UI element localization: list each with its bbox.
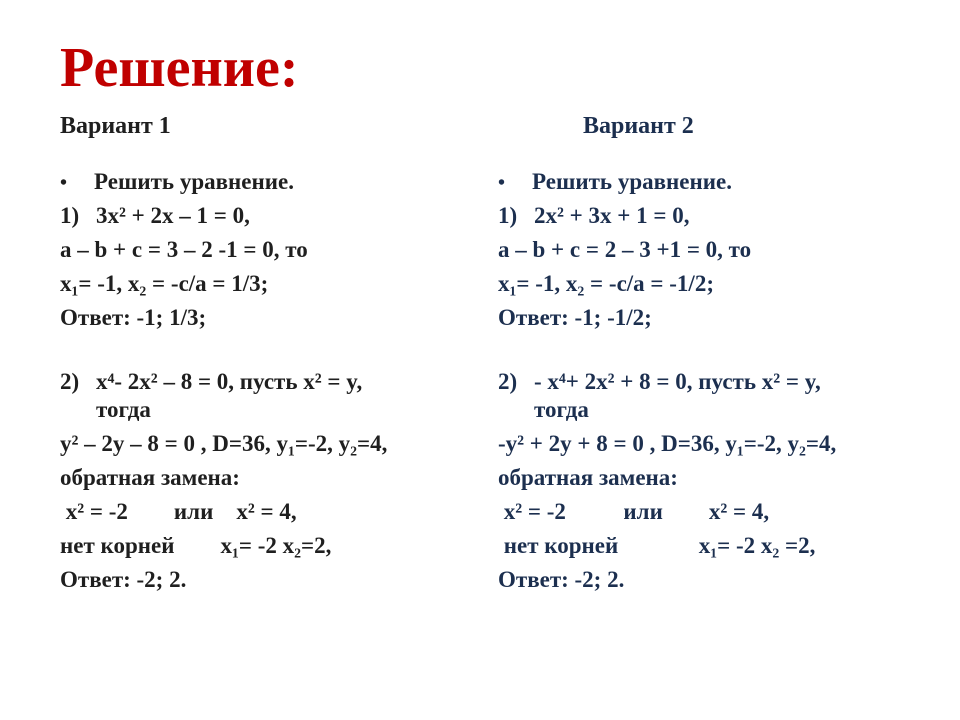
problem-2-equation-text: - x⁴+ 2x² + 8 = 0, пусть x² = y, [534, 369, 821, 394]
problem-1-equation-text: 3x² + 2x – 1 = 0, [96, 203, 250, 228]
problem-2-roots: нет корней x₁= -2 x₂=2, [60, 533, 332, 558]
problem-1-roots: x₁= -1, x₂ = -c/a = -1/2; [498, 271, 714, 296]
problem-1-check: a – b + c = 2 – 3 +1 = 0, то [498, 237, 752, 262]
problem-2-number: 2) [60, 369, 80, 394]
problem-2-back-substitution: обратная замена: [60, 465, 240, 490]
task-text: Решить уравнение. [532, 169, 732, 194]
problem-1-equation [498, 202, 938, 236]
problem-2-equation-text: x⁴- 2x² – 8 = 0, пусть x² = y, [96, 369, 363, 394]
problem-2-number: 2) [498, 369, 518, 394]
bullet-icon: • [498, 172, 506, 194]
problem-1-answer: Ответ: -1; 1/3; [60, 305, 207, 330]
problem-1-equation [60, 202, 480, 236]
problem-2-back-substitution: обратная замена: [498, 465, 678, 490]
variant-2-heading: Вариант 2 [583, 113, 694, 139]
variant-2-solution [498, 168, 938, 600]
task-line [60, 168, 480, 202]
problem-1-number: 1) [498, 203, 518, 228]
problem-2-continuation: тогда [96, 397, 151, 422]
problem-1-answer: Ответ: -1; -1/2; [498, 305, 652, 330]
bullet-icon: • [60, 172, 68, 194]
problem-2-substitution: y² – 2y – 8 = 0 , D=36, y₁=-2, y₂=4, [60, 431, 388, 456]
variant-1-solution [60, 168, 480, 600]
task-line [498, 168, 938, 202]
problem-2-cases: x² = -2 или x² = 4, [498, 499, 770, 524]
problem-2-cases: x² = -2 или x² = 4, [60, 499, 297, 524]
variant-1-heading: Вариант 1 [60, 113, 171, 139]
problem-1-check: a – b + c = 3 – 2 -1 = 0, то [60, 237, 308, 262]
problem-1-number: 1) [60, 203, 80, 228]
problem-2-continuation: тогда [534, 397, 589, 422]
problem-2-roots: нет корней x₁= -2 x₂ =2, [498, 533, 816, 558]
problem-1-equation-text: 2x² + 3x + 1 = 0, [534, 203, 690, 228]
task-text: Решить уравнение. [94, 169, 294, 194]
problem-2-answer: Ответ: -2; 2. [60, 567, 187, 592]
problem-1-roots: x₁= -1, x₂ = -c/a = 1/3; [60, 271, 269, 296]
problem-2-answer: Ответ: -2; 2. [498, 567, 625, 592]
page-title: Решение: [60, 37, 299, 99]
problem-2-substitution: -y² + 2y + 8 = 0 , D=36, y₁=-2, y₂=4, [498, 431, 837, 456]
